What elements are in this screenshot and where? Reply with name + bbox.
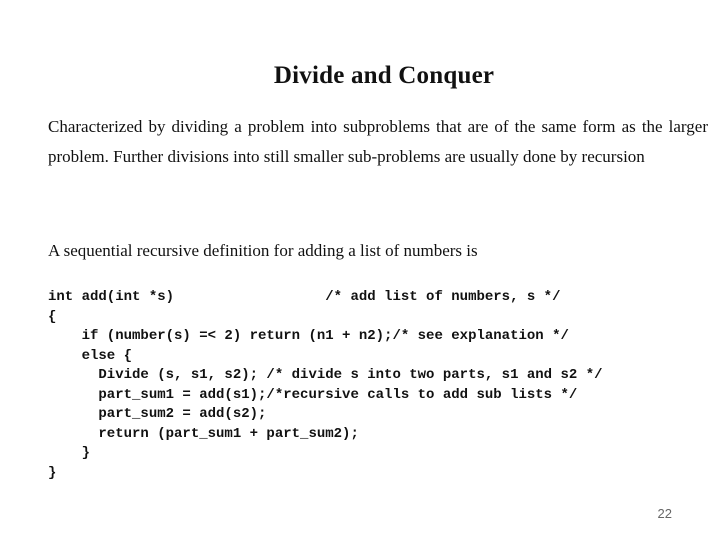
code-line-7: part_sum2 = add(s2); <box>48 406 267 422</box>
code-block <box>48 288 603 483</box>
code-line-6: part_sum1 = add(s1);/*recursive calls to add sub lists */ <box>48 386 578 403</box>
code-line-10: } <box>48 464 57 481</box>
code-line-2: { <box>48 308 57 325</box>
code-line-3: if (number(s) =< 2) return (n1 + n2);/* see explanation */ <box>48 328 569 344</box>
slide-title: Divide and Conquer <box>273 62 495 89</box>
code-line-8: return (part_sum1 + part_sum2); <box>48 425 359 442</box>
definition-paragraph: A sequential recursive definition for adding a list of numbers is <box>48 241 478 260</box>
code-line-4: else { <box>48 347 133 364</box>
page-number: 22 <box>657 506 672 521</box>
code-line-9: } <box>48 445 91 461</box>
intro-paragraph: Characterized by dividing a problem into subproblems that are of the same form as the larger problem. Further divisions into still smaller sub-problems are usually done by recursion <box>48 117 708 166</box>
code-line-1: int add(int *s) /* add list of numbers, s */ <box>48 289 561 305</box>
code-line-5: Divide (s, s1, s2); /* divide s into two parts, s1 and s2 */ <box>48 367 603 383</box>
